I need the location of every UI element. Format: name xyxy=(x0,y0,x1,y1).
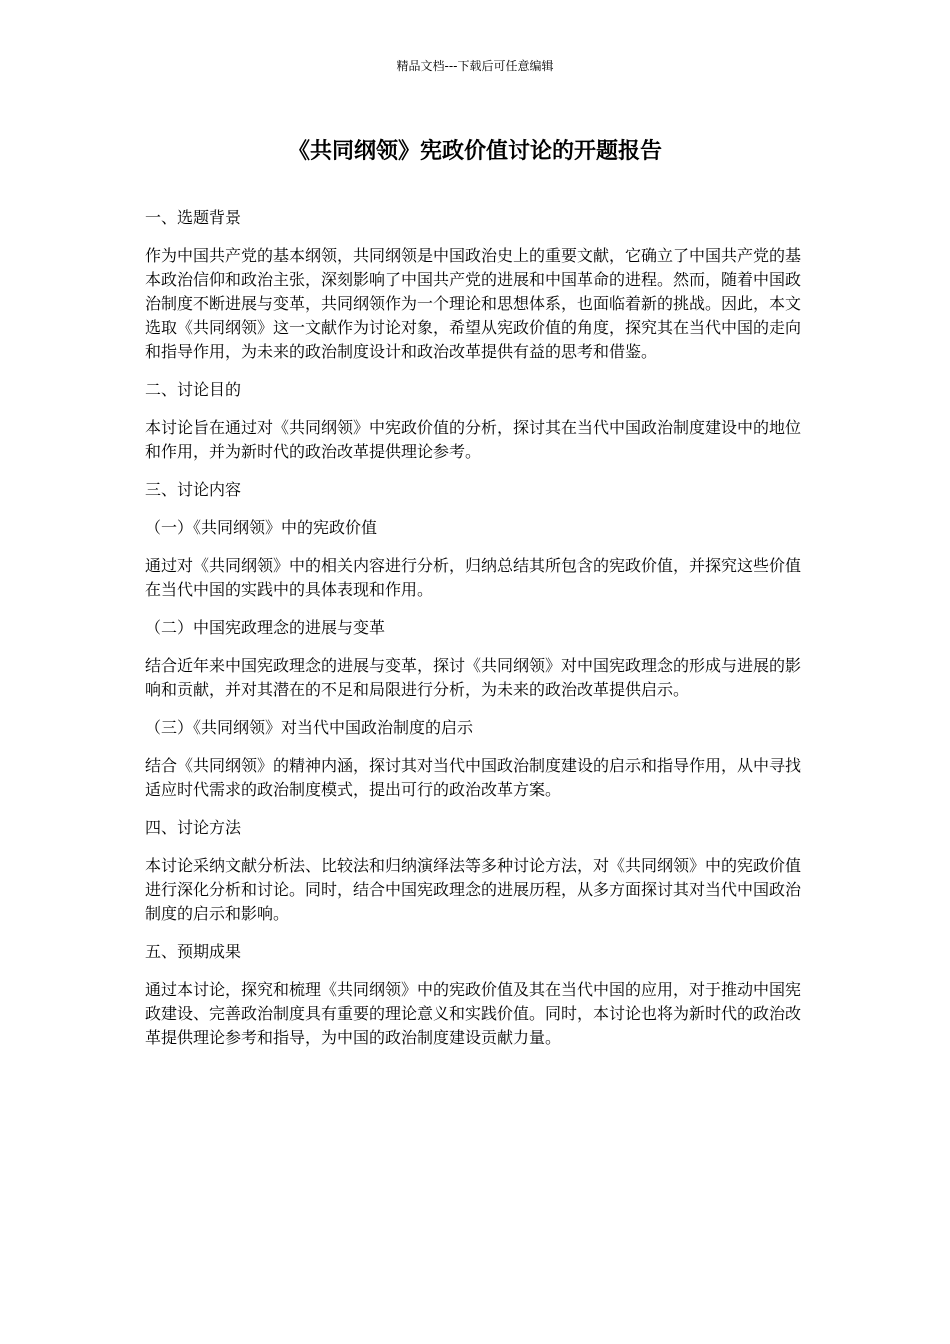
section-heading-expected-results: 五、预期成果 xyxy=(145,942,242,961)
subsection-paragraph-constitutional-value: 通过对《共同纲领》中的相关内容进行分析，归纳总结其所包含的宪政价值，并探究这些价值在当代中国的实践中的具体表现和作用。 xyxy=(145,556,802,599)
section-heading-purpose: 二、讨论目的 xyxy=(145,380,242,399)
section-heading-content: 三、讨论内容 xyxy=(145,480,242,499)
section-paragraph-methods: 本讨论采纳文献分析法、比较法和归纳演绎法等多种讨论方法，对《共同纲领》中的宪政价值进行深化分析和讨论。同时，结合中国宪政理念的进展历程，从多方面探讨其对当代中国政治制度的启示和影响。 xyxy=(145,856,802,923)
section-paragraph-expected-results: 通过本讨论，探究和梳理《共同纲领》中的宪政价值及其在当代中国的应用，对于推动中国宪政建设、完善政治制度具有重要的理论意义和实践价值。同时，本讨论也将为新时代的政治改革提供理论参考和指导，为中国的政治制度建设贡献力量。 xyxy=(145,980,802,1047)
section-paragraph-purpose: 本讨论旨在通过对《共同纲领》中宪政价值的分析，探讨其在当代中国政治制度建设中的地位和作用，并为新时代的政治改革提供理论参考。 xyxy=(145,418,802,461)
page-header: 精品文档---下载后可任意编辑 xyxy=(396,59,554,73)
section-paragraph-background: 作为中国共产党的基本纲领，共同纲领是中国政治史上的重要文献，它确立了中国共产党的基本政治信仰和政治主张，深刻影响了中国共产党的进展和中国革命的进程。然而，随着中国政治制度不断进展与变革，共同纲领作为一个理论和思想体系，也面临着新的挑战。因此，本文选取《共同纲领》这一文献作为讨论对象，希望从宪政价值的角度，探究其在当代中国的走向和指导作用，为未来的政治制度设计和政治改革提供有益的思考和借鉴。 xyxy=(145,246,802,361)
subsection-heading-contemporary-inspiration: （三）《共同纲领》对当代中国政治制度的启示 xyxy=(145,718,474,737)
section-heading-background: 一、选题背景 xyxy=(145,208,242,227)
subsection-paragraph-constitutional-evolution: 结合近年来中国宪政理念的进展与变革，探讨《共同纲领》对中国宪政理念的形成与进展的影响和贡献，并对其潜在的不足和局限进行分析，为未来的政治改革提供启示。 xyxy=(145,656,802,699)
document-title: 《共同纲领》宪政价值讨论的开题报告 xyxy=(287,139,662,164)
subsection-heading-constitutional-evolution: （二）中国宪政理念的进展与变革 xyxy=(145,618,386,637)
section-heading-methods: 四、讨论方法 xyxy=(145,818,242,837)
document-body xyxy=(145,206,815,1064)
subsection-paragraph-contemporary-inspiration: 结合《共同纲领》的精神内涵，探讨其对当代中国政治制度建设的启示和指导作用，从中寻找适应时代需求的政治制度模式，提出可行的政治改革方案。 xyxy=(145,756,802,799)
subsection-heading-constitutional-value: （一）《共同纲领》中的宪政价值 xyxy=(145,518,378,537)
